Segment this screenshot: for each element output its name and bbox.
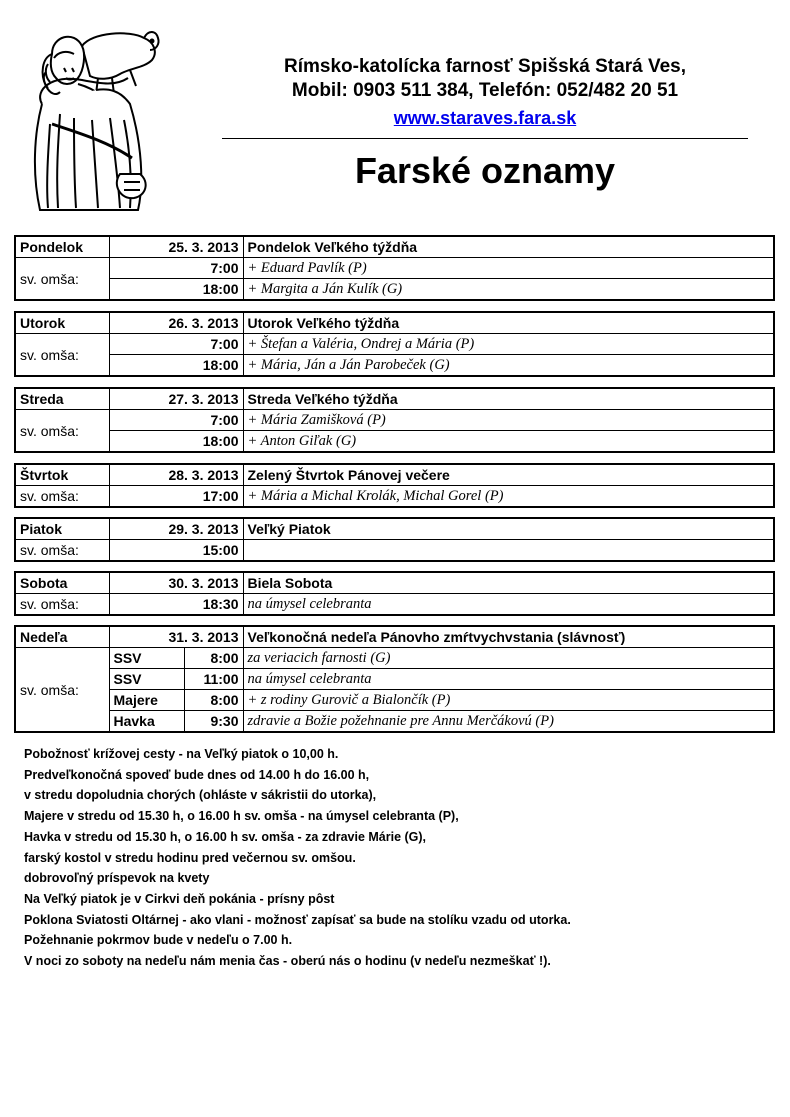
mass-intention: + Mária, Ján a Ján Parobeček (G) — [243, 355, 774, 377]
day-header-row — [15, 518, 774, 540]
announcement-line: V noci zo soboty na nedeľu nám menia čas - oberú nás o hodinu (v nedeľu nezmeškať !). — [24, 954, 551, 969]
announcement-line: v stredu dopoludnia chorých (ohláste v sákristii do utorka), — [24, 788, 377, 803]
announcement-line: dobrovoľný príspevok na kvety — [24, 871, 210, 886]
mass-label: sv. omša: — [15, 594, 109, 616]
mass-row — [15, 540, 774, 562]
mass-time: 18:00 — [109, 355, 243, 377]
mass-location: Majere — [109, 690, 184, 711]
mass-time: 18:00 — [109, 431, 243, 453]
announcement-line: Pobožnosť krížovej cesty - na Veľký piatok o 10,00 h. — [24, 747, 339, 761]
mass-intention: na úmysel celebranta — [243, 669, 774, 690]
day-name: Pondelok — [15, 236, 109, 258]
day-date: 28. 3. 2013 — [109, 464, 243, 486]
mass-time: 7:00 — [109, 410, 243, 431]
day-name: Piatok — [15, 518, 109, 540]
mass-intention: + Anton Giľak (G) — [243, 431, 774, 453]
day-header-row — [15, 572, 774, 594]
mass-row — [15, 594, 774, 616]
mass-label: sv. omša: — [15, 258, 109, 301]
day-date: 31. 3. 2013 — [109, 626, 243, 648]
announcement-line: farský kostol v stredu hodinu pred večernou sv. omšou. — [24, 850, 356, 865]
day-name: Sobota — [15, 572, 109, 594]
mass-label: sv. omša: — [15, 648, 109, 733]
mass-intention: na úmysel celebranta — [243, 594, 774, 616]
announcements — [24, 744, 764, 972]
mass-time: 15:00 — [109, 540, 243, 562]
mass-row — [15, 669, 774, 690]
mass-intention: + Štefan a Valéria, Ondrej a Mária (P) — [243, 334, 774, 355]
header-divider — [222, 138, 748, 139]
day-header-row — [15, 312, 774, 334]
day-name: Utorok — [15, 312, 109, 334]
mass-location: Havka — [109, 711, 184, 733]
mass-label: sv. omša: — [15, 334, 109, 377]
mass-row — [15, 258, 774, 279]
day-table-nedela — [14, 625, 775, 733]
day-date: 29. 3. 2013 — [109, 518, 243, 540]
mass-intention: za veriacich farnosti (G) — [243, 648, 774, 669]
mass-time: 11:00 — [184, 669, 243, 690]
mass-row — [15, 711, 774, 733]
day-table-pondelok — [14, 235, 775, 301]
mass-location: SSV — [109, 648, 184, 669]
day-header-row — [15, 464, 774, 486]
mass-location: SSV — [109, 669, 184, 690]
mass-intention: + Mária Zamišková (P) — [243, 410, 774, 431]
mass-time: 18:30 — [109, 594, 243, 616]
mass-time: 7:00 — [109, 258, 243, 279]
page-title: Farské oznamy — [354, 150, 616, 191]
day-table-piatok — [14, 517, 775, 562]
mass-intention: + Margita a Ján Kulík (G) — [243, 279, 774, 301]
announcement-line: Požehnanie pokrmov bude v nedeľu o 7.00 h. — [24, 933, 293, 948]
day-date: 25. 3. 2013 — [109, 236, 243, 258]
day-date: 30. 3. 2013 — [109, 572, 243, 594]
mass-row — [15, 355, 774, 377]
announcement-line: Poklona Sviatosti Oltárnej - ako vlani - možnosť zapísať sa bude na stolíku vzadu od utorka. — [24, 912, 571, 927]
announcement-line: Havka v stredu od 15.30 h, o 16.00 h sv. omša - za zdravie Márie (G), — [24, 829, 427, 844]
day-date: 27. 3. 2013 — [109, 388, 243, 410]
mass-row — [15, 648, 774, 669]
day-feast: Veľkonočná nedeľa Pánovho zmŕtvychvstania (slávnosť) — [243, 626, 774, 648]
mass-row — [15, 410, 774, 431]
parish-website-link[interactable]: www.staraves.fara.sk — [393, 108, 577, 128]
mass-row — [15, 690, 774, 711]
mass-row — [15, 279, 774, 301]
day-date: 26. 3. 2013 — [109, 312, 243, 334]
mass-row — [15, 431, 774, 453]
day-header-row — [15, 236, 774, 258]
mass-time: 7:00 — [109, 334, 243, 355]
parish-phone: Mobil: 0903 511 384, Telefón: 052/482 20 51 — [291, 80, 679, 101]
day-feast: Zelený Štvrtok Pánovej večere — [243, 464, 774, 486]
announcement-line: Majere v stredu od 15.30 h, o 16.00 h sv. omša - na úmysel celebranta (P), — [24, 809, 459, 824]
mass-label: sv. omša: — [15, 540, 109, 562]
mass-intention: + Mária a Michal Krolák, Michal Gorel (P) — [243, 486, 774, 508]
mass-intention: zdravie a Božie požehnanie pre Annu Merčákovú (P) — [243, 711, 774, 733]
mass-time: 8:00 — [184, 690, 243, 711]
day-feast: Streda Veľkého týždňa — [243, 388, 774, 410]
day-feast: Pondelok Veľkého týždňa — [243, 236, 774, 258]
mass-label: sv. omša: — [15, 486, 109, 508]
day-table-stvrtok — [14, 463, 775, 508]
day-feast: Utorok Veľkého týždňa — [243, 312, 774, 334]
announcement-line: Predveľkonočná spoveď bude dnes od 14.00 h do 16.00 h, — [24, 767, 370, 782]
mass-intention: + Eduard Pavlík (P) — [243, 258, 774, 279]
day-header-row — [15, 388, 774, 410]
day-feast: Biela Sobota — [243, 572, 774, 594]
parish-name: Rímsko-katolícka farnosť Spišská Stará Ves, — [284, 56, 686, 77]
announcement-line: Na Veľký piatok je v Cirkvi deň pokánia - prísny pôst — [24, 891, 335, 906]
mass-intention — [243, 540, 774, 562]
day-table-sobota — [14, 571, 775, 616]
mass-time: 8:00 — [184, 648, 243, 669]
day-name: Nedeľa — [15, 626, 109, 648]
mass-time: 17:00 — [109, 486, 243, 508]
mass-time: 18:00 — [109, 279, 243, 301]
day-table-utorok — [14, 311, 775, 377]
day-table-streda — [14, 387, 775, 453]
day-name: Štvrtok — [15, 464, 109, 486]
mass-row — [15, 334, 774, 355]
mass-row — [15, 486, 774, 508]
day-feast: Veľký Piatok — [243, 518, 774, 540]
day-header-row — [15, 626, 774, 648]
good-shepherd-logo-icon — [12, 24, 162, 218]
mass-intention: + z rodiny Gurovič a Bialončík (P) — [243, 690, 774, 711]
day-name: Streda — [15, 388, 109, 410]
mass-time: 9:30 — [184, 711, 243, 733]
mass-label: sv. omša: — [15, 410, 109, 453]
